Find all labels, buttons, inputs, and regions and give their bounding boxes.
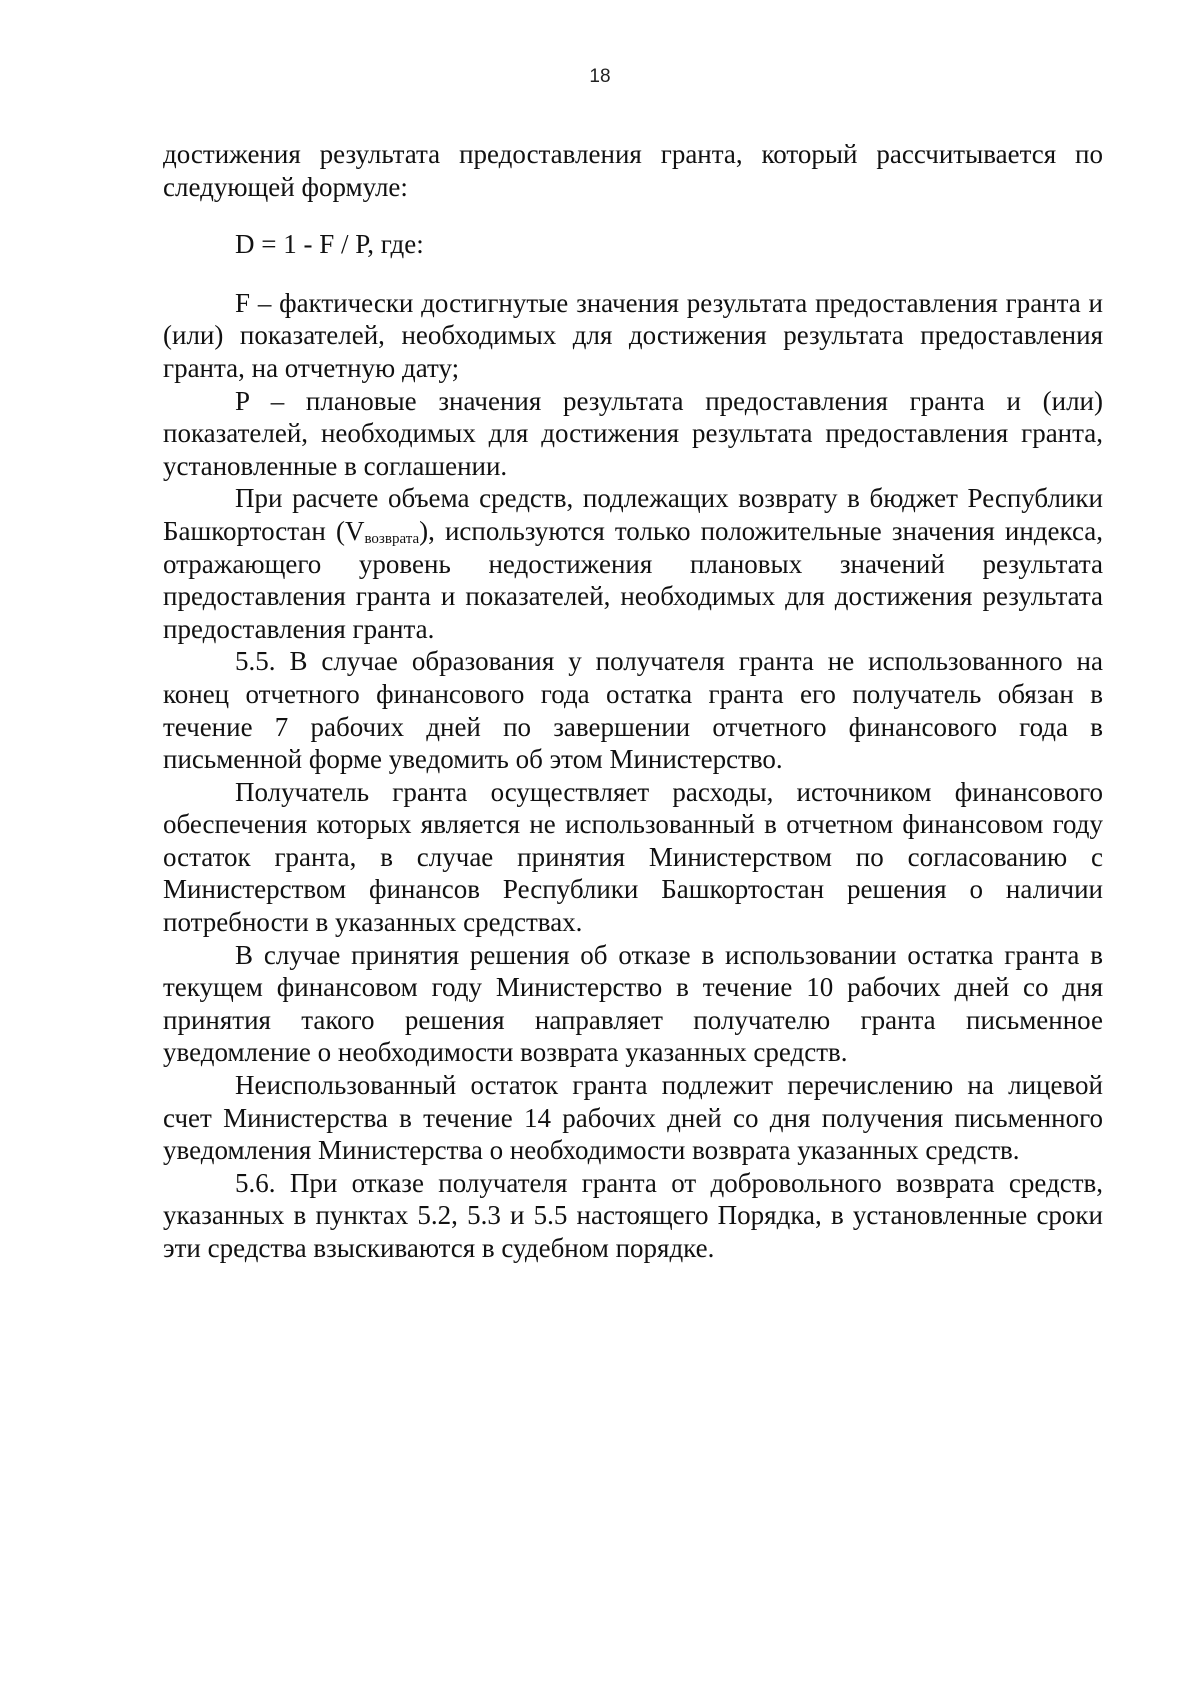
paragraph-p-definition: P – плановые значения результата предоставления гранта и (или) показателей, необходимых для достижения результата предоставления гранта, установленные в соглашении.: [163, 385, 1103, 481]
page-number: 18: [589, 66, 611, 87]
v-subscript: возврата: [364, 530, 420, 547]
paragraph-intro: достижения результата предоставления гранта, который рассчитывается по следующей формуле:: [163, 139, 1103, 202]
paragraph-5-6: 5.6. При отказе получателя гранта от добровольного возврата средств, указанных в пунктах 5.2, 5.3 и 5.5 настоящего Порядка, в установленные сроки эти средства взыскиваются в судебном порядке.: [163, 1167, 1103, 1263]
paragraph-f-definition: F – фактически достигнутые значения результата предоставления гранта и (или) показателей, необходимых для достижения результата предоставления гранта, на отчетную дату;: [163, 287, 1103, 383]
document-body: [163, 138, 1103, 1265]
formula: D = 1 - F / P, где:: [235, 229, 424, 260]
paragraph-5-5: 5.5. В случае образования у получателя гранта не использованного на конец отчетного финансового года остатка гранта его получатель обязан в течение 7 рабочих дней по завершении отчетного финансового года в письменной форме уведомить об этом Министерство.: [163, 646, 1103, 775]
calculation-text-end: ), используются только положительные значения индекса, отражающего уровень недостижения плановых значений результата предоставления гранта и показателей, необходимых для достижения результата предоставления гранта.: [163, 515, 1103, 644]
paragraph-refusal: В случае принятия решения об отказе в использовании остатка гранта в текущем финансовом году Министерство в течение 10 рабочих дней со дня принятия такого решения направляет получателю гранта письменное уведомление о необходимости возврата указанных средств.: [163, 939, 1103, 1068]
calculation-text-start: При расчете объема средств, подлежащих возврату в бюджет Республики Башкортостан (V: [163, 483, 1103, 546]
paragraph-expenses: Получатель гранта осуществляет расходы, источником финансового обеспечения которых является не использованный в отчетном финансовом году остаток гранта, в случае принятия Министерством по согласованию с Министерством финансов Республики Башкортостан решения о наличии потребности в указанных средствах.: [163, 776, 1103, 938]
paragraph-calculation: [163, 482, 1103, 645]
paragraph-unused-balance: Неиспользованный остаток гранта подлежит перечислению на лицевой счет Министерства в течение 14 рабочих дней со дня получения письменного уведомления Министерства о необходимости возврата указанных средств.: [163, 1070, 1103, 1166]
